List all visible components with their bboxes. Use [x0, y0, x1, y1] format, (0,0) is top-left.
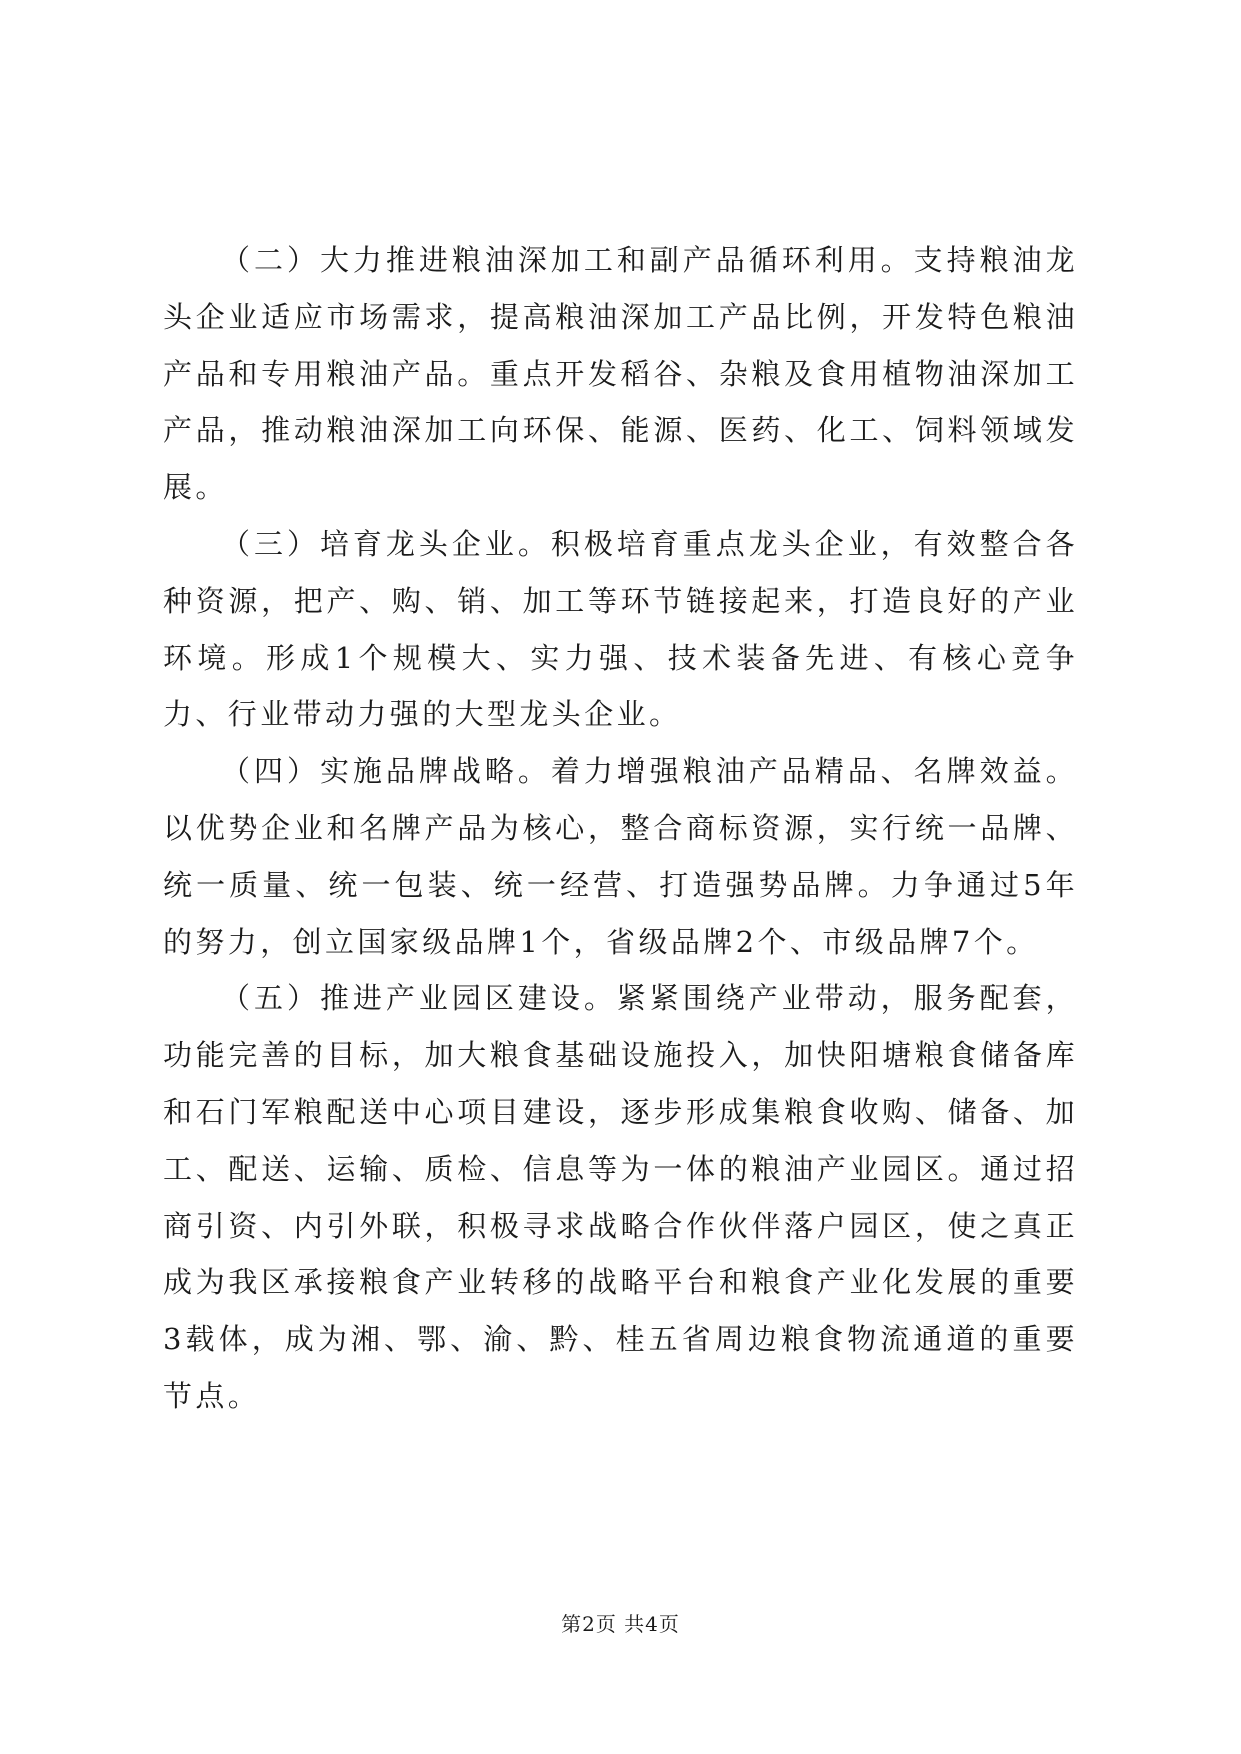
paragraph-section-3: （三）培育龙头企业。积极培育重点龙头企业，有效整合各种资源，把产、购、销、加工等环节链接起来，打造良好的产业环境。形成1个规模大、实力强、技术装备先进、有核心竞争力、行业带动力强的大型龙头企业。 — [163, 526, 1078, 732]
page-number-footer: 第2页 共4页 — [561, 1612, 680, 1636]
paragraph-section-2: （二）大力推进粮油深加工和副产品循环利用。支持粮油龙头企业适应市场需求，提高粮油深加工产品比例，开发特色粮油产品和专用粮油产品。重点开发稻谷、杂粮及食用植物油深加工产品，推动粮油深加工向环保、能源、医药、化工、饲料领域发展。 — [163, 243, 1078, 505]
paragraph-section-5: （五）推进产业园区建设。紧紧围绕产业带动，服务配套，功能完善的目标，加大粮食基础设施投入，加快阳塘粮食储备库和石门军粮配送中心项目建设，逐步形成集粮食收购、储备、加工、配送、运输、质检、信息等为一体的粮油产业园区。通过招商引资、内引外联，积极寻求战略合作伙伴落户园区，使之真正成为我区承接粮食产业转移的战略平台和粮食产业化发展的重要3载体，成为湘、鄂、渝、黔、桂五省周边粮食物流通道的重要节点。 — [163, 981, 1078, 1413]
paragraph-section-4: （四）实施品牌战略。着力增强粮油产品精品、名牌效益。以优势企业和名牌产品为核心，整合商标资源，实行统一品牌、统一质量、统一包装、统一经营、打造强势品牌。力争通过5年的努力，创立国家级品牌1个，省级品牌2个、市级品牌7个。 — [163, 754, 1078, 959]
document-body — [163, 232, 1078, 1425]
